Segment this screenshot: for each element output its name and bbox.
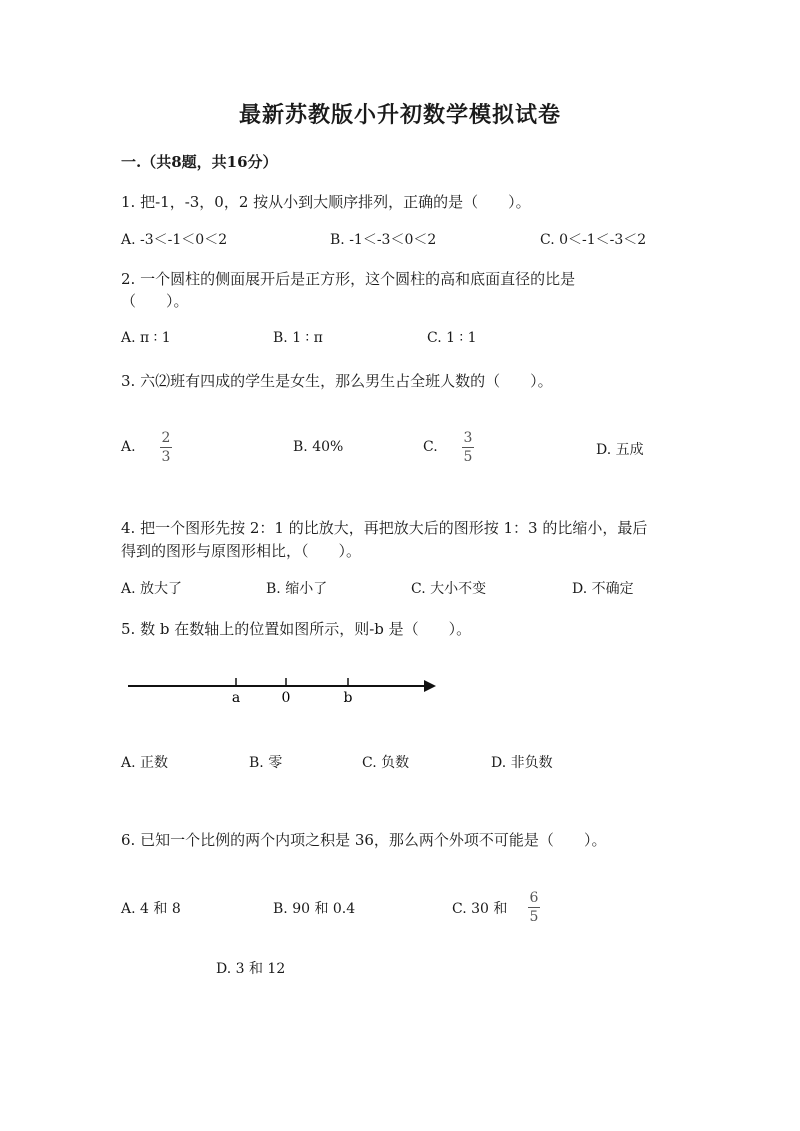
fraction-bar [160,447,172,448]
question-5-option-a: A. 正数 [121,755,169,771]
question-6-stem: 6. 已知一个比例的两个内项之积是 36，那么两个外项不可能是（ ）。 [121,831,607,849]
question-6-option-c-label: C. 30 和 [452,901,508,917]
question-4-option-b: B. 缩小了 [266,581,328,597]
label-a: a [231,690,241,706]
question-4-option-d: D. 不确定 [572,581,634,597]
question-1-option-a: A. -3＜-1＜0＜2 [121,232,228,248]
question-6-option-c-fraction [528,890,540,925]
fraction-numerator: 3 [463,430,473,446]
question-4-option-a: A. 放大了 [121,581,183,597]
question-3-stem: 3. 六⑵班有四成的学生是女生，那么男生占全班人数的（ ）。 [121,372,553,390]
question-4-stem-line1: 4. 把一个图形先按 2：1 的比放大，再把放大后的图形按 1：3 的比缩小，最后 [121,519,648,537]
question-1-option-b: B. -1＜-3＜0＜2 [330,232,437,248]
question-3-option-b: B. 40% [293,439,344,455]
page-title: 最新苏教版小升初数学模拟试卷 [238,102,561,128]
question-5-option-b: B. 零 [249,755,283,771]
question-2-option-c: C. 1 ∶ 1 [427,330,477,346]
fraction-denominator: 5 [463,449,473,465]
fraction-bar [462,447,474,448]
question-2-stem-line1: 2. 一个圆柱的侧面展开后是正方形，这个圆柱的高和底面直径的比是 [121,270,576,288]
number-line [120,668,450,718]
question-2-stem-line2: （ ）。 [121,292,189,310]
fraction-bar [528,907,540,908]
question-4-stem-line2: 得到的图形与原图形相比，（ ）。 [121,542,362,560]
fraction-denominator: 5 [529,909,539,925]
question-3-option-a-label: A. [121,439,136,455]
fraction-numerator: 6 [529,890,539,906]
label-b: b [343,690,353,706]
question-3-option-d: D. 五成 [596,442,644,458]
question-5-option-d: D. 非负数 [491,755,553,771]
fraction-numerator: 2 [161,430,171,446]
section-heading: 一.（共8题，共16分） [121,153,278,171]
question-1-option-c: C. 0＜-1＜-3＜2 [540,232,647,248]
question-2-option-a: A. π ∶ 1 [121,330,171,346]
question-6-option-a: A. 4 和 8 [121,901,181,917]
question-1-stem: 1. 把-1，-3，0，2 按从小到大顺序排列，正确的是（ ）。 [121,193,531,211]
question-3-option-a-fraction [160,430,172,465]
question-3-option-c-label: C. [423,439,438,455]
question-5-option-c: C. 负数 [362,755,410,771]
question-6-option-d: D. 3 和 12 [216,961,286,977]
label-zero: 0 [281,690,291,706]
question-3-option-c-fraction [462,430,474,465]
question-5-stem: 5. 数 b 在数轴上的位置如图所示，则-b 是（ ）。 [121,620,472,638]
question-4-option-c: C. 大小不变 [411,581,487,597]
fraction-denominator: 3 [161,449,171,465]
number-line-arrow [424,680,436,692]
question-6-option-b: B. 90 和 0.4 [273,901,356,917]
question-2-option-b: B. 1 ∶ π [273,330,323,346]
